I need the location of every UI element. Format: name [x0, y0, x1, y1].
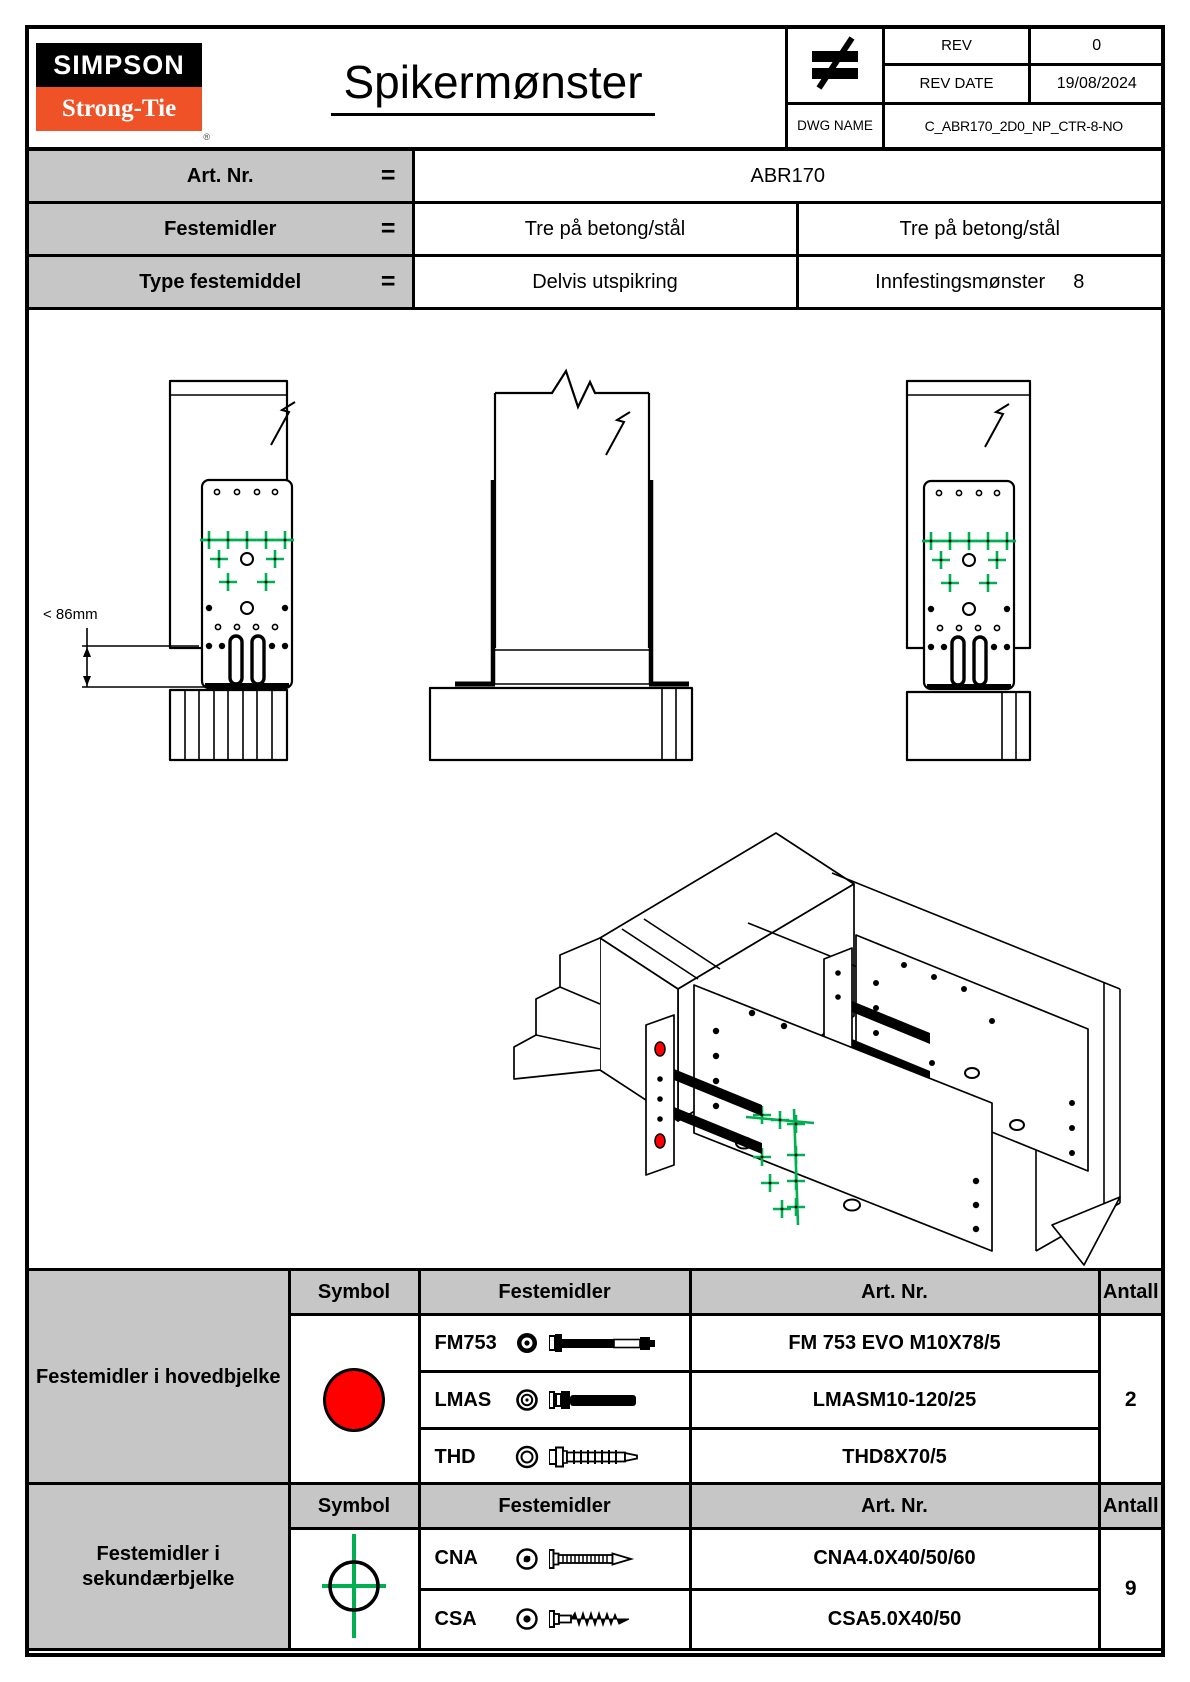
fastener-cell [419, 1529, 690, 1590]
innfestingsmonster-label: Innfestingsmønster [875, 270, 1046, 293]
fastener-artnr: CSA5.0X40/50 [690, 1589, 1099, 1650]
fastener-artnr: THD8X70/5 [690, 1429, 1099, 1486]
red-circle-symbol [289, 1315, 419, 1486]
thd-screw-icon [549, 1445, 645, 1469]
csa-head-icon [515, 1607, 539, 1631]
cna-head-icon [515, 1547, 539, 1571]
table-row [29, 203, 1161, 256]
rev-date-label: REV DATE [884, 64, 1030, 103]
fastener-code: THD [434, 1445, 476, 1468]
type-festemiddel-label-cell: Type festemiddel = [29, 256, 413, 309]
rev-label: REV [884, 29, 1030, 64]
col-antall: Antall [1099, 1484, 1161, 1529]
type-festemiddel-value-left: Delvis utspikring [413, 256, 797, 309]
dimension-label: < 86mm [43, 606, 98, 623]
fastener-table-sekundaerbjelke [29, 1482, 1161, 1651]
csa-screw-icon [549, 1607, 635, 1631]
cna-nail-icon [549, 1547, 637, 1571]
fm753-bolt-icon [549, 1331, 657, 1355]
front-view-right [907, 381, 1030, 760]
antall-value: 9 [1099, 1529, 1161, 1650]
abr-plate-front [200, 480, 294, 688]
innfestingsmonster-number: 8 [1073, 270, 1085, 293]
thd-head-icon [515, 1445, 539, 1469]
not-equal-icon [787, 29, 884, 103]
art-nr-value: ABR170 [413, 151, 1161, 203]
isometric-view [514, 833, 1120, 1265]
art-nr-label-cell: Art. Nr. = [29, 151, 413, 203]
table-row [29, 151, 1161, 203]
col-artnr: Art. Nr. [690, 1270, 1099, 1315]
rev-value: 0 [1030, 29, 1163, 64]
fm753-head-icon [515, 1331, 539, 1355]
anchor-red-dot [655, 1134, 665, 1148]
col-artnr: Art. Nr. [690, 1484, 1099, 1529]
page-title: Spikermønster [205, 55, 781, 116]
fastener-cell [419, 1372, 690, 1429]
title-block [29, 29, 1161, 151]
green-crosshair-icon [319, 1530, 389, 1642]
rev-date-value: 19/08/2024 [1030, 64, 1163, 103]
antall-value: 2 [1099, 1315, 1161, 1486]
fastener-artnr: CNA4.0X40/50/60 [690, 1529, 1099, 1590]
dwg-name-label: DWG NAME [787, 103, 884, 147]
break-mark-icon [606, 412, 630, 455]
anchor-red-dot [655, 1042, 665, 1056]
lmas-anchor-icon [549, 1388, 641, 1412]
green-crosshair-symbol [289, 1529, 419, 1650]
fastener-code: FM753 [434, 1331, 497, 1354]
fastener-code: CNA [434, 1547, 478, 1570]
sheet-frame [25, 25, 1165, 1657]
festemidler-value-left: Tre på betong/stål [413, 203, 797, 256]
fastener-table-hovedbjelke [29, 1268, 1161, 1487]
revision-table [785, 29, 1163, 147]
logo-simpson: SIMPSON [36, 43, 202, 87]
fastener-cell [419, 1429, 690, 1486]
lmas-head-icon [515, 1388, 539, 1412]
col-symbol: Symbol [289, 1484, 419, 1529]
col-festemidler: Festemidler [419, 1270, 690, 1315]
fastener-artnr: LMASM10-120/25 [690, 1372, 1099, 1429]
registered-mark: ® [203, 132, 210, 142]
technical-drawing [29, 312, 1161, 1268]
group-label: Festemidler i hovedbjelke [29, 1270, 289, 1486]
col-symbol: Symbol [289, 1270, 419, 1315]
front-view-left [82, 381, 295, 760]
equals-sign: = [380, 161, 396, 190]
innfestingsmonster-cell [797, 256, 1161, 309]
col-festemidler: Festemidler [419, 1484, 690, 1529]
festemidler-value-right: Tre på betong/stål [797, 203, 1161, 256]
col-antall: Antall [1099, 1270, 1161, 1315]
table-row [29, 256, 1161, 309]
equals-sign: = [380, 267, 396, 296]
simpson-strongtie-logo [36, 43, 210, 142]
info-table [29, 151, 1161, 310]
fastener-cell [419, 1315, 690, 1372]
dwg-name-value: C_ABR170_2D0_NP_CTR-8-NO [884, 103, 1163, 147]
fastener-artnr: FM 753 EVO M10X78/5 [690, 1315, 1099, 1372]
fastener-cell [419, 1589, 690, 1650]
drawing-area [29, 312, 1161, 1268]
front-view-center [430, 371, 692, 760]
equals-sign: = [380, 214, 396, 243]
fastener-code: CSA [434, 1607, 477, 1630]
abr-plate-front [922, 481, 1016, 689]
fastener-code: LMAS [434, 1388, 492, 1411]
logo-strongtie: Strong-Tie [36, 87, 202, 131]
group-label: Festemidler i sekundærbjelke [29, 1484, 289, 1650]
red-dot-icon [323, 1368, 385, 1432]
festemidler-label-cell: Festemidler = [29, 203, 413, 256]
